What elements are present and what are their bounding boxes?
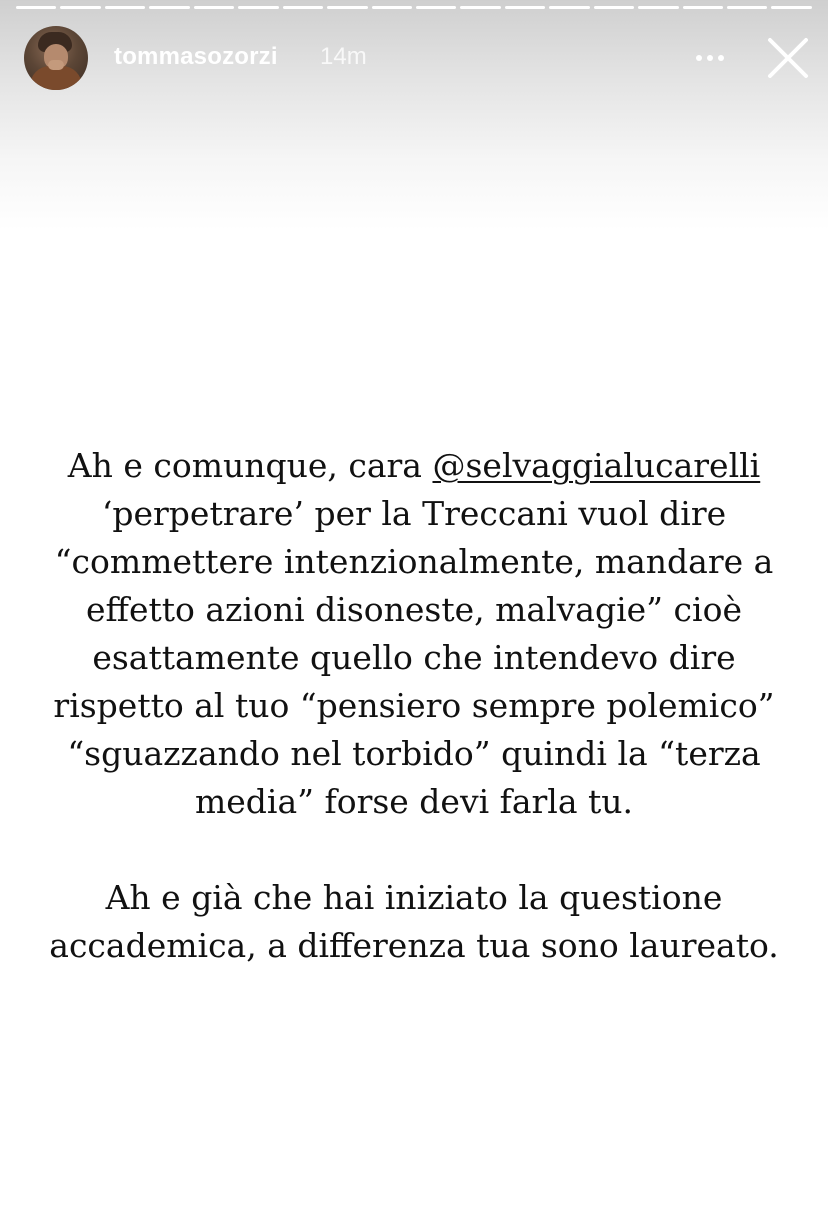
story-timestamp: 14m bbox=[320, 43, 367, 70]
progress-segment bbox=[283, 6, 323, 9]
more-horizontal-icon[interactable] bbox=[690, 48, 730, 68]
progress-segment bbox=[460, 6, 500, 9]
progress-segment bbox=[16, 6, 56, 9]
story-paragraph-2: Ah e già che hai iniziato la questione accademica, a differenza tua sono laureato. bbox=[49, 878, 779, 965]
progress-segment bbox=[60, 6, 100, 9]
progress-segment bbox=[683, 6, 723, 9]
progress-segment bbox=[327, 6, 367, 9]
progress-segment bbox=[505, 6, 545, 9]
progress-segment bbox=[149, 6, 189, 9]
progress-segment bbox=[594, 6, 634, 9]
paragraph-intro: Ah e comunque, cara bbox=[67, 446, 433, 485]
progress-segment bbox=[372, 6, 412, 9]
story-text-block bbox=[24, 442, 804, 970]
paragraph-body: ‘perpetrare’ per la Treccani vuol dire “commettere intenzionalmente, mandare a effetto azioni disoneste, malvagie” cioè esattamente quello che intendevo dire rispetto al tuo “pensiero sempre polemico” “sguazzando nel torbido” quindi la “terza media” forse devi farla tu. bbox=[53, 494, 775, 821]
progress-segment bbox=[727, 6, 767, 9]
avatar[interactable] bbox=[24, 26, 88, 90]
progress-segment bbox=[238, 6, 278, 9]
mention-link[interactable]: @selvaggialucarelli bbox=[432, 446, 761, 485]
story-header bbox=[24, 26, 814, 90]
progress-segment bbox=[194, 6, 234, 9]
close-icon[interactable] bbox=[766, 36, 810, 80]
progress-segment bbox=[771, 6, 811, 9]
progress-segment bbox=[549, 6, 589, 9]
progress-segment bbox=[416, 6, 456, 9]
story-username[interactable]: tommasozorzi bbox=[114, 43, 278, 70]
progress-segment bbox=[105, 6, 145, 9]
story-paragraph bbox=[24, 442, 804, 826]
story-progress-bar bbox=[16, 6, 812, 9]
progress-segment bbox=[638, 6, 678, 9]
